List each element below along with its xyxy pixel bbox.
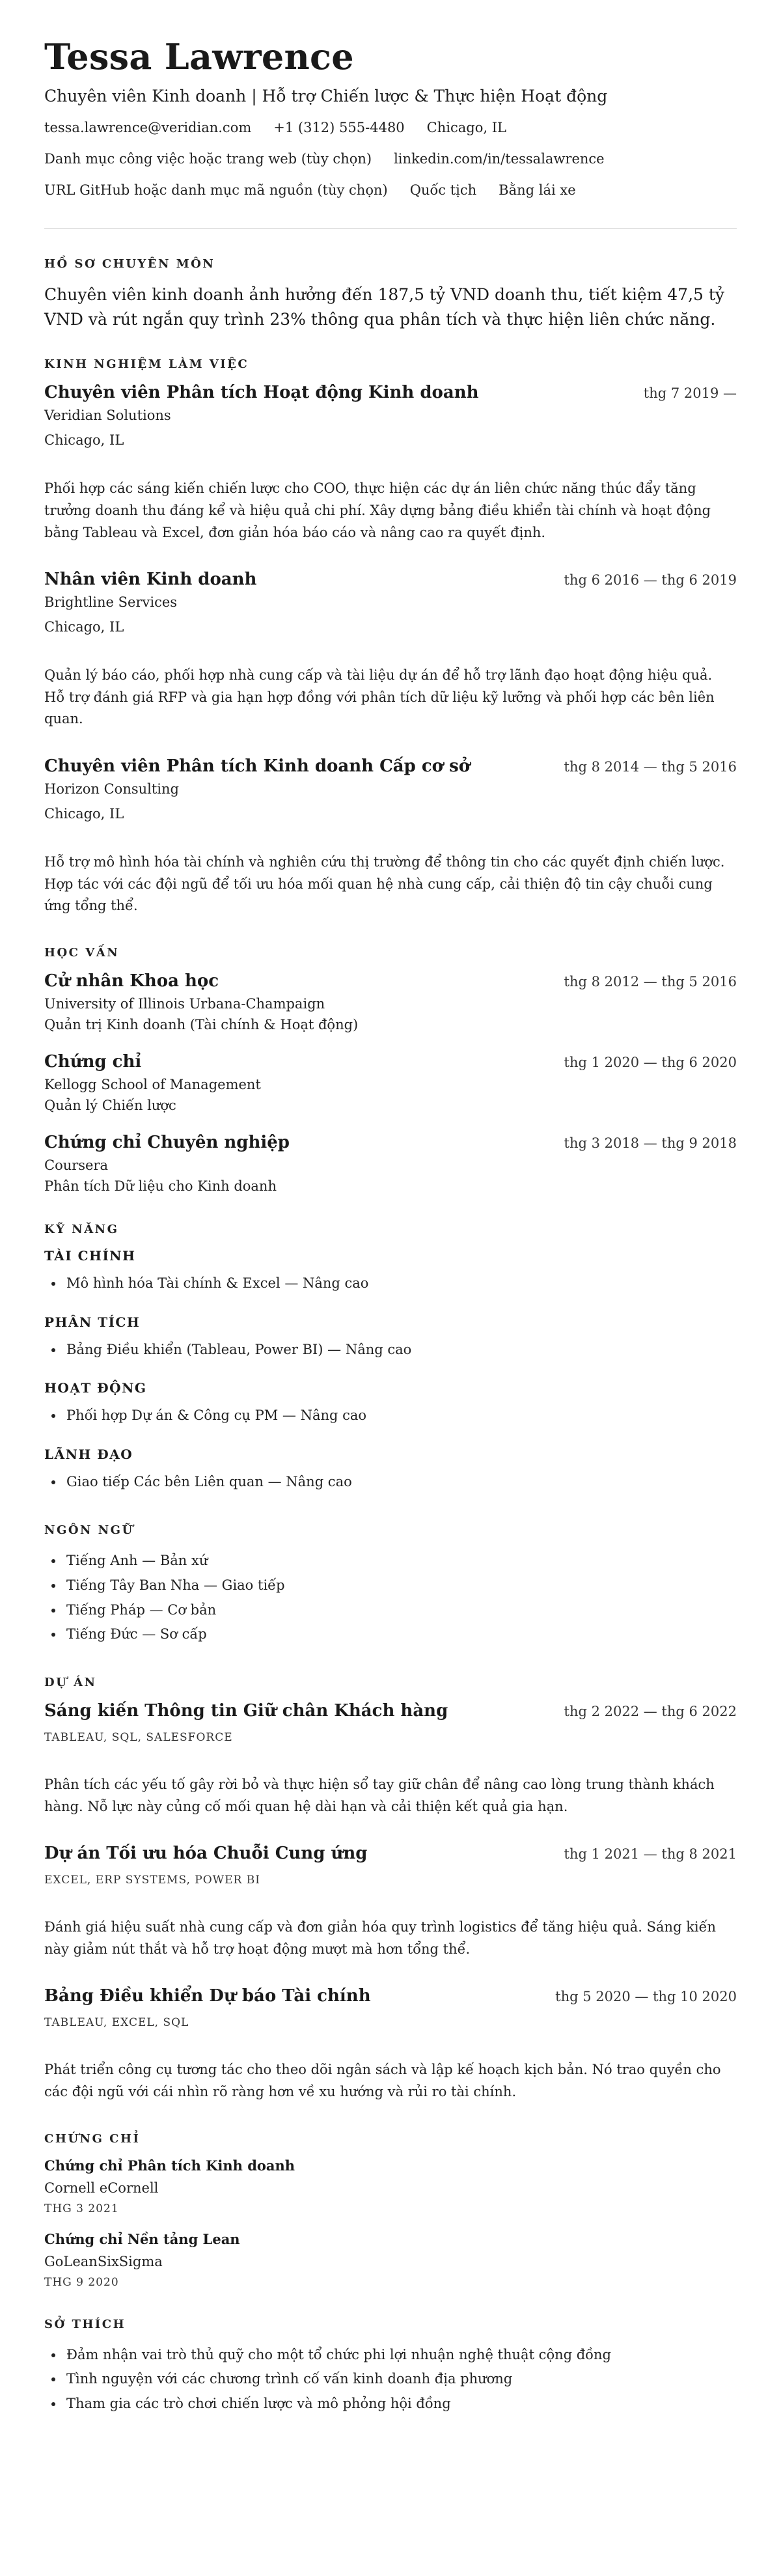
- project-entry: [44, 1701, 737, 1818]
- project-date: thg 5 2020 — thg 10 2020: [555, 1989, 737, 2005]
- certification-date: THG 3 2021: [44, 2202, 119, 2215]
- education-section: [44, 946, 737, 1194]
- project-tech: EXCEL, ERP SYSTEMS, POWER BI: [44, 1874, 260, 1887]
- section-title-summary: HỒ SƠ CHUYÊN MÔN: [44, 257, 215, 271]
- degree-field: Quản lý Chiến lược: [44, 1097, 176, 1113]
- project-tech: TABLEAU, SQL, SALESFORCE: [44, 1731, 233, 1745]
- skill-category: TÀI CHÍNH: [44, 1247, 136, 1264]
- project-entry: [44, 1844, 737, 1960]
- language-item: • Tiếng Anh — Bản xứ: [64, 1549, 737, 1573]
- job-date: thg 8 2014 — thg 5 2016: [564, 758, 737, 775]
- certification-date: THG 9 2020: [44, 2275, 119, 2289]
- skill-group: [44, 1248, 737, 1296]
- skills-section: [44, 1223, 737, 1495]
- school-name: Kellogg School of Management: [44, 1076, 261, 1092]
- project-date: thg 2 2022 — thg 6 2022: [564, 1704, 737, 1720]
- project-name: Sáng kiến Thông tin Giữ chân Khách hàng: [44, 1701, 448, 1721]
- languages-section: [44, 1523, 737, 1647]
- summary-section: [44, 257, 737, 331]
- degree-title: Cử nhân Khoa học: [44, 971, 219, 991]
- job-company: Veridian Solutions: [44, 408, 171, 424]
- skill-group: [44, 1380, 737, 1428]
- interest-item: • Tham gia các trò chơi chiến lược và mô phỏng hội đồng: [64, 2392, 737, 2417]
- summary-text: Chuyên viên kinh doanh ảnh hưởng đến 187,5 tỷ VND doanh thu, tiết kiệm 47,5 tỷ VND và rút ngắn quy trình 23% thông qua phân tích và thực hiện liên chức năng.: [44, 285, 725, 329]
- projects-section: [44, 1676, 737, 2103]
- language-item: • Tiếng Tây Ban Nha — Giao tiếp: [64, 1573, 737, 1598]
- skill-item: • Giao tiếp Các bên Liên quan — Nâng cao: [64, 1470, 737, 1495]
- certification-issuer: GoLeanSixSigma: [44, 2253, 163, 2269]
- section-title-education: HỌC VẤN: [44, 945, 120, 960]
- degree-date: thg 1 2020 — thg 6 2020: [564, 1054, 737, 1070]
- skill-item: • Bảng Điều khiển (Tableau, Power BI) — Nâng cao: [64, 1338, 737, 1363]
- section-title-experience: KINH NGHIỆM LÀM VIỆC: [44, 357, 249, 372]
- project-tech: TABLEAU, EXCEL, SQL: [44, 2016, 189, 2030]
- job-company: Brightline Services: [44, 594, 178, 611]
- section-title-interests: SỞ THÍCH: [44, 2317, 126, 2331]
- project-date: thg 1 2021 — thg 8 2021: [564, 1846, 737, 1863]
- contact-row-2: [44, 151, 737, 167]
- degree-title: Chứng chỉ: [44, 1051, 142, 1072]
- project-description: Phân tích các yếu tố gây rời bỏ và thực hiện sổ tay giữ chân để nâng cao lòng trung thành khách hàng. Nỗ lực này củng cố mối quan hệ dài hạn và cải thiện kết quả gia hạn.: [44, 1777, 715, 1814]
- degree-field: Quản trị Kinh doanh (Tài chính & Hoạt động): [44, 1016, 359, 1032]
- job-company: Horizon Consulting: [44, 781, 179, 797]
- contact-phone[interactable]: +1 (312) 555-4480: [273, 120, 405, 136]
- contact-location: Chicago, IL: [426, 120, 506, 136]
- certification-entry: [44, 2157, 737, 2215]
- experience-entry: [44, 570, 737, 730]
- job-title: Chuyên viên Phân tích Kinh doanh Cấp cơ sở: [44, 756, 471, 776]
- candidate-headline: Chuyên viên Kinh doanh | Hỗ trợ Chiến lược & Thực hiện Hoạt động: [44, 87, 608, 106]
- certification-entry: [44, 2231, 737, 2289]
- education-entry: [44, 971, 737, 1032]
- school-name: Coursera: [44, 1157, 109, 1173]
- contact-license: Bằng lái xe: [499, 182, 576, 199]
- job-description: Hỗ trợ mô hình hóa tài chính và nghiên cứu thị trường để thông tin cho các quyết định chiến lược. Hợp tác với các đội ngũ để tối ưu hóa mối quan hệ nhà cung cấp, cải thiện độ tin cậy chuỗi cung ứng tổng thể.: [44, 853, 725, 914]
- contact-nationality: Quốc tịch: [409, 182, 477, 199]
- section-title-projects: DỰ ÁN: [44, 1676, 97, 1690]
- skill-item: • Mô hình hóa Tài chính & Excel — Nâng cao: [64, 1271, 737, 1296]
- certification-issuer: Cornell eCornell: [44, 2180, 159, 2196]
- header-divider: [44, 228, 737, 229]
- certifications-section: [44, 2132, 737, 2289]
- job-date: thg 7 2019 —: [643, 385, 737, 402]
- contact-email[interactable]: tessa.lawrence@veridian.com: [44, 120, 252, 136]
- job-location: Chicago, IL: [44, 619, 124, 635]
- degree-field: Phân tích Dữ liệu cho Kinh doanh: [44, 1178, 277, 1194]
- contact-row-3: [44, 182, 737, 198]
- certification-name: Chứng chỉ Phân tích Kinh doanh: [44, 2157, 295, 2174]
- skill-category: HOẠT ĐỘNG: [44, 1380, 147, 1396]
- interests-section: [44, 2318, 737, 2417]
- job-location: Chicago, IL: [44, 432, 124, 449]
- skill-group: [44, 1314, 737, 1363]
- contact-portfolio[interactable]: Danh mục công việc hoặc trang web (tùy chọn): [44, 151, 372, 167]
- school-name: University of Illinois Urbana-Champaign: [44, 995, 325, 1012]
- skill-category: PHÂN TÍCH: [44, 1314, 141, 1330]
- job-title: Chuyên viên Phân tích Hoạt động Kinh doanh: [44, 383, 479, 403]
- project-description: Đánh giá hiệu suất nhà cung cấp và đơn giản hóa quy trình logistics để tăng hiệu quả. Sáng kiến này giảm nút thắt và hỗ trợ hoạt động mượt mà hơn tổng thể.: [44, 1919, 717, 1957]
- interest-item: • Đảm nhận vai trò thủ quỹ cho một tổ chức phi lợi nhuận nghệ thuật cộng đồng: [64, 2343, 737, 2368]
- project-description: Phát triển công cụ tương tác cho theo dõi ngân sách và lập kế hoạch kịch bản. Nó trao quyền cho các đội ngũ với cái nhìn rõ ràng hơn về xu hướng và rủi ro tài chính.: [44, 2062, 721, 2100]
- language-item: • Tiếng Đức — Sơ cấp: [64, 1622, 737, 1647]
- degree-title: Chứng chỉ Chuyên nghiệp: [44, 1132, 290, 1152]
- section-title-skills: KỸ NĂNG: [44, 1222, 119, 1236]
- experience-entry: [44, 756, 737, 917]
- project-entry: [44, 1986, 737, 2103]
- degree-date: thg 8 2012 — thg 5 2016: [564, 973, 737, 990]
- section-title-certifications: CHỨNG CHỈ: [44, 2131, 141, 2146]
- job-date: thg 6 2016 — thg 6 2019: [564, 572, 737, 589]
- certification-name: Chứng chỉ Nền tảng Lean: [44, 2230, 240, 2247]
- job-description: Phối hợp các sáng kiến chiến lược cho COO, thực hiện các dự án liên chức năng thúc đẩy tăng trưởng doanh thu đáng kể và hiệu quả chi phí. Xây dựng bảng điều khiển tài chính và hoạt động bằng Tableau và Excel, đơn giản hóa báo cáo và nâng cao ra quyết định.: [44, 480, 711, 540]
- language-item: • Tiếng Pháp — Cơ bản: [64, 1598, 737, 1623]
- skill-group: [44, 1447, 737, 1495]
- skill-category: LÃNH ĐẠO: [44, 1447, 133, 1463]
- section-title-languages: NGÔN NGỮ: [44, 1523, 134, 1537]
- candidate-name: Tessa Lawrence: [44, 36, 354, 77]
- experience-section: [44, 357, 737, 917]
- project-name: Bảng Điều khiển Dự báo Tài chính: [44, 1986, 371, 2006]
- skill-item: • Phối hợp Dự án & Công cụ PM — Nâng cao: [64, 1404, 737, 1428]
- interest-item: • Tình nguyện với các chương trình cố vấn kinh doanh địa phương: [64, 2367, 737, 2392]
- education-entry: [44, 1133, 737, 1194]
- job-title: Nhân viên Kinh doanh: [44, 570, 257, 590]
- degree-date: thg 3 2018 — thg 9 2018: [564, 1135, 737, 1151]
- experience-entry: [44, 383, 737, 544]
- education-entry: [44, 1052, 737, 1113]
- contact-linkedin[interactable]: linkedin.com/in/tessalawrence: [394, 151, 605, 167]
- project-name: Dự án Tối ưu hóa Chuỗi Cung ứng: [44, 1844, 368, 1864]
- job-description: Quản lý báo cáo, phối hợp nhà cung cấp và tài liệu dự án để hỗ trợ lãnh đạo hoạt động hiệu quả. Hỗ trợ đánh giá RFP và gia hạn hợp đồng với phân tích dữ liệu kỹ lưỡng và phối hợp các bên liên quan.: [44, 667, 715, 727]
- job-location: Chicago, IL: [44, 805, 124, 822]
- contact-github[interactable]: URL GitHub hoặc danh mục mã nguồn (tùy chọn): [44, 182, 388, 199]
- contact-row-1: [44, 120, 737, 135]
